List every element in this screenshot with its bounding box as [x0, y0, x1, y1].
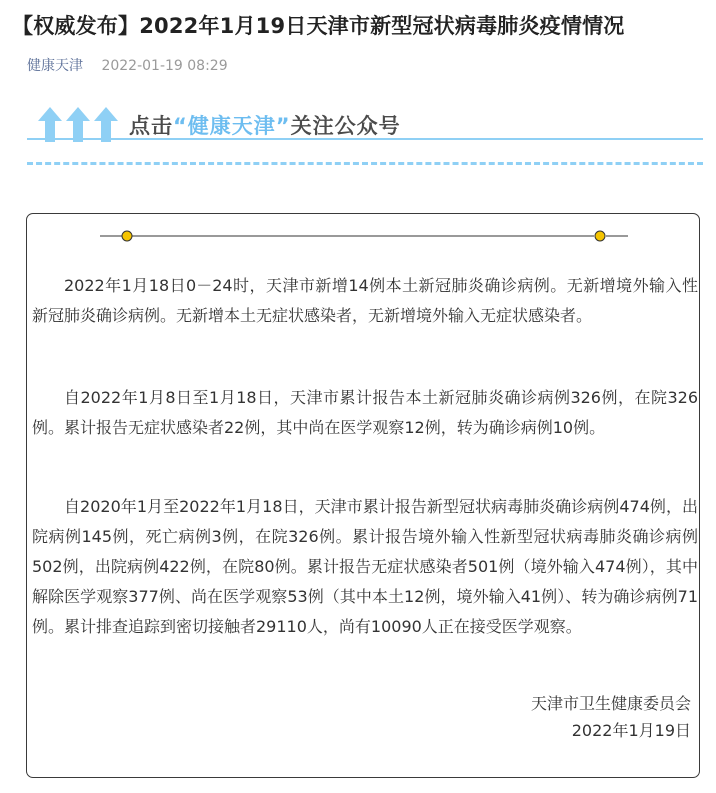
article-title: 【权威发布】2022年1月19日天津市新型冠状病毒肺炎疫情情况 [12, 14, 625, 38]
content-card [26, 213, 700, 778]
banner-divider [27, 138, 703, 140]
up-arrow-icon [37, 106, 121, 142]
decorative-divider [27, 214, 699, 254]
article-meta [27, 55, 228, 75]
follow-banner[interactable] [27, 100, 703, 170]
paragraph: 2022年1月18日0－24时，天津市新增14例本土新冠肺炎确诊病例。无新增境外输入性新冠肺炎确诊病例。无新增本土无症状感染者，无新增境外输入无症状感染者。 [32, 276, 698, 325]
banner-prefix: 点击 [129, 114, 173, 138]
banner-text [129, 110, 401, 140]
publish-date: 2022-01-19 08:29 [101, 58, 228, 74]
signature: 天津市卫生健康委员会 [530, 694, 691, 713]
banner-account-name: “健康天津” [173, 114, 291, 138]
account-name-link[interactable]: 健康天津 [27, 58, 83, 74]
paragraph: 自2020年1月至2022年1月18日，天津市累计报告新型冠状病毒肺炎确诊病例474例，出院病例145例，死亡病例3例，在院326例。累计报告境外输入性新型冠状病毒肺炎确诊病例502例，出院病例422例，在院80例。累计报告无症状感染者501例（境外输入474例），其中解除医学观察377例、尚在医学观察53例（其中本土12例，境外输入41例）、转为确诊病例71例。累计排查追踪到密切接触者29110人，尚有10090人正在接受医学观察。 [32, 497, 698, 636]
paragraph: 自2022年1月8日至1月18日，天津市累计报告本土新冠肺炎确诊病例326例，在院326例。累计报告无症状感染者22例，其中尚在医学观察12例，转为确诊病例10例。 [32, 388, 698, 437]
banner-suffix: 关注公众号 [290, 114, 401, 138]
banner-dashed-divider [27, 162, 703, 165]
signature-date: 2022年1月19日 [571, 721, 691, 740]
